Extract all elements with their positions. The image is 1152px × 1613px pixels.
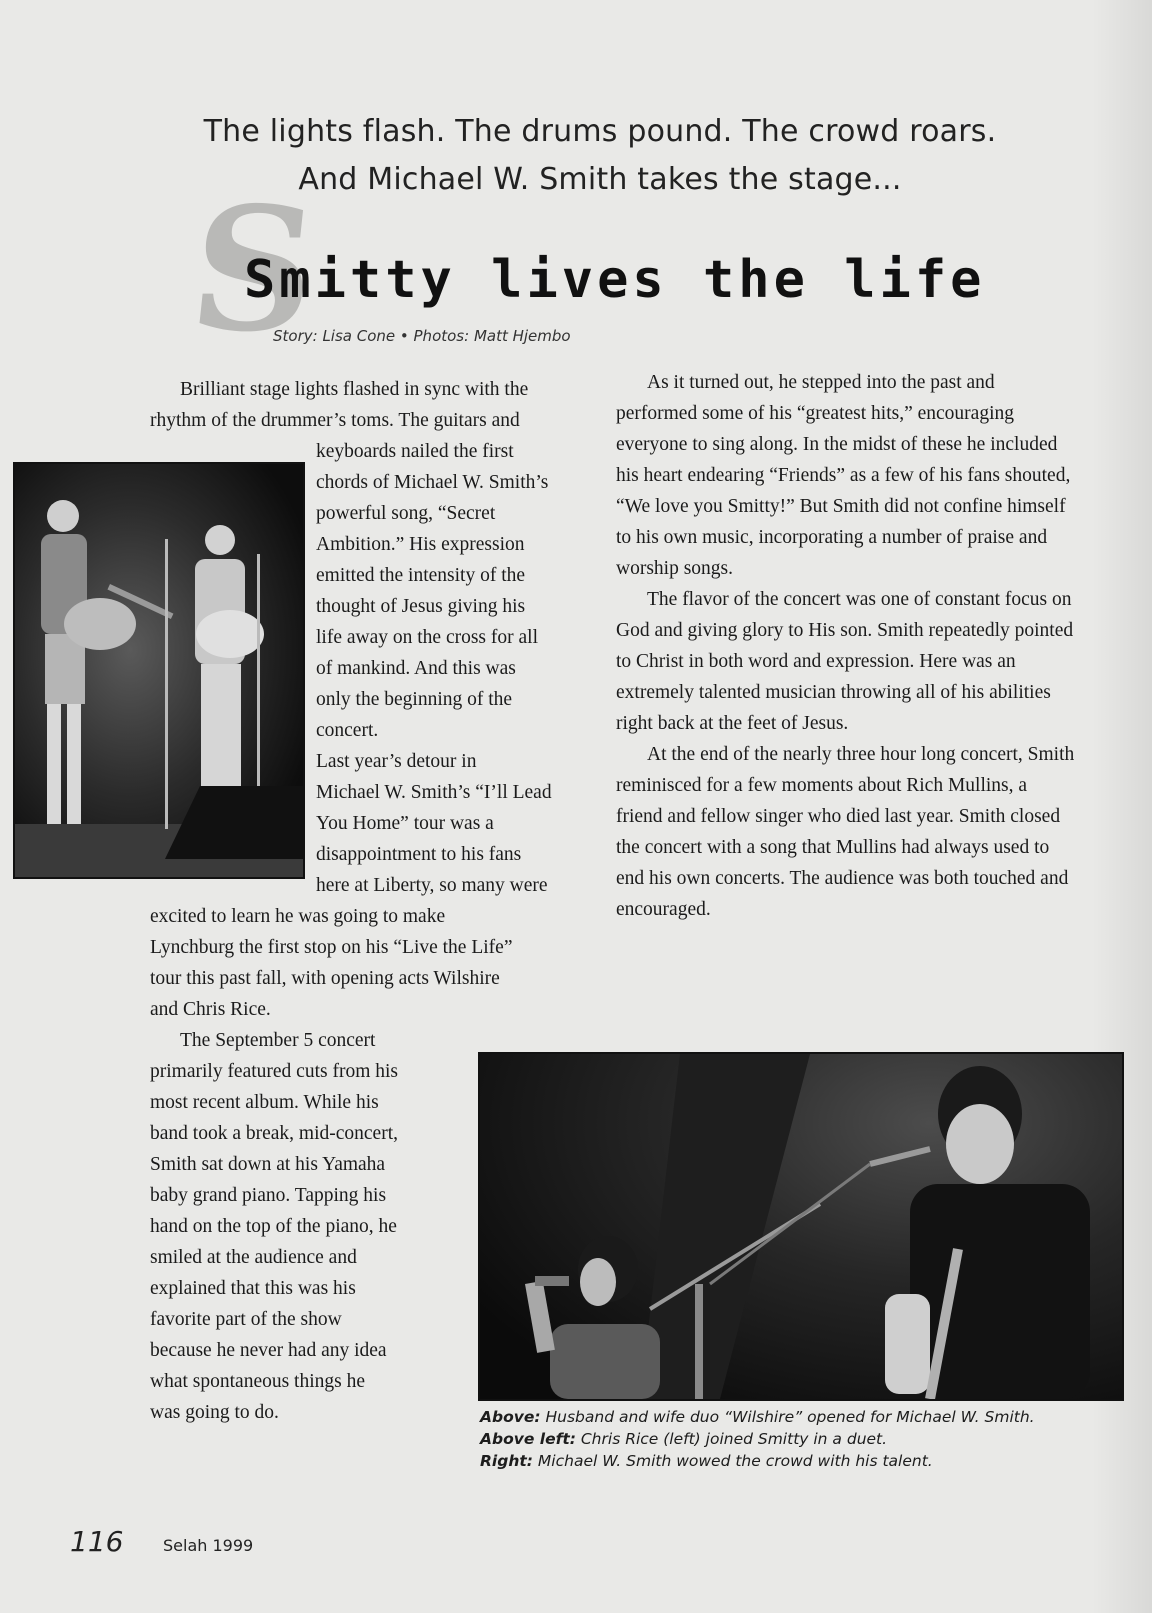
text-line: favorite part of the show — [150, 1309, 342, 1330]
caption-text: Michael W. Smith wowed the crowd with his talent. — [533, 1452, 933, 1470]
text-line: thought of Jesus giving his — [316, 596, 526, 617]
text-line: keyboards nailed the first — [316, 441, 514, 462]
text-line: because he never had any idea — [150, 1340, 387, 1361]
caption-label: Right: — [480, 1452, 533, 1470]
caption-right — [480, 1450, 1152, 1472]
text-line: explained that this was his — [150, 1278, 356, 1299]
page-number: 116 — [70, 1525, 124, 1558]
text-line: band took a break, mid-concert, — [150, 1123, 398, 1144]
text-line: most recent album. While his — [150, 1092, 379, 1113]
text-line: Smith sat down at his Yamaha — [150, 1154, 386, 1175]
text-line: emitted the intensity of the — [316, 565, 526, 586]
headline-line-2: And Michael W. Smith takes the stage... — [298, 162, 902, 197]
photo-wilshire — [478, 1052, 1124, 1401]
text-line: was going to do. — [150, 1402, 279, 1423]
article-credits: Story: Lisa Cone • Photos: Matt Hjembo — [273, 327, 571, 345]
caption-label: Above left: — [480, 1430, 576, 1448]
text-line: tour this past fall, with opening acts Wilshire — [150, 968, 500, 989]
text-line: excited to learn he was going to make — [150, 906, 446, 927]
text-line: what spontaneous things he — [150, 1371, 366, 1392]
caption-above-left — [480, 1428, 1152, 1450]
duet-illustration — [15, 464, 303, 877]
text-line: powerful song, “Secret — [316, 503, 496, 524]
text-line: and Chris Rice. — [150, 999, 271, 1020]
text-line: rhythm of the drummer’s toms. The guitars and — [150, 410, 520, 431]
headline-line-1: The lights flash. The drums pound. The crowd roars. — [203, 114, 997, 149]
text-line: Brilliant stage lights flashed in sync with the — [180, 379, 529, 400]
caption-label: Above: — [480, 1408, 541, 1426]
text-line: hand on the top of the piano, he — [150, 1216, 397, 1237]
text-line: primarily featured cuts from his — [150, 1061, 399, 1082]
text-line: smiled at the audience and — [150, 1247, 357, 1268]
text-line: Ambition.” His expression — [316, 534, 525, 555]
text-line: here at Liberty, so many were — [316, 875, 548, 896]
text-line: chords of Michael W. Smith’s — [316, 472, 549, 493]
text-line: disappointment to his fans — [316, 844, 522, 865]
caption-above — [480, 1406, 1152, 1428]
paragraph: The flavor of the concert was one of constant focus on God and giving glory to His son. Smith repeatedly pointed to Christ in both word and expression. Here was an extremely talented musician throwing all of his abilities right back at the feet of Jesus. — [616, 589, 1074, 734]
publication-name: Selah 1999 — [163, 1536, 254, 1555]
text-line: of mankind. And this was — [316, 658, 516, 679]
paragraph: As it turned out, he stepped into the past and performed some of his “greatest hits,” encouraging everyone to sing along. In the midst of these he included his heart endearing “Friends” as a few of his fans shouted, “We love you Smitty!” But Smith did not confine himself to his own music, incorporating a number of praise and worship songs. — [616, 372, 1071, 579]
text-line: concert. — [316, 720, 379, 741]
decorative-drop-letter: S — [181, 170, 326, 370]
photo-duet — [13, 462, 305, 879]
wilshire-illustration — [480, 1054, 1122, 1399]
photo-captions — [480, 1406, 1152, 1472]
caption-text: Chris Rice (left) joined Smitty in a duet. — [575, 1430, 888, 1448]
text-line: Last year’s detour in — [316, 751, 477, 772]
right-column-text — [616, 367, 1076, 925]
text-line: life away on the cross for all — [316, 627, 539, 648]
text-line: You Home” tour was a — [316, 813, 494, 834]
text-line: The September 5 concert — [180, 1030, 376, 1051]
text-line: baby grand piano. Tapping his — [150, 1185, 387, 1206]
article-title: Smitty lives the life — [244, 250, 986, 310]
caption-text: Husband and wife duo “Wilshire” opened for Michael W. Smith. — [540, 1408, 1035, 1426]
paragraph: At the end of the nearly three hour long concert, Smith reminisced for a few moments about Rich Mullins, a friend and fellow singer who died last year. Smith closed the concert with a song that Mullins had always used to end his own concerts. The audience was both touched and encouraged. — [616, 744, 1075, 920]
text-line: only the beginning of the — [316, 689, 513, 710]
text-line: Lynchburg the first stop on his “Live the Life” — [150, 937, 513, 958]
text-line: Michael W. Smith’s “I’ll Lead — [316, 782, 552, 803]
